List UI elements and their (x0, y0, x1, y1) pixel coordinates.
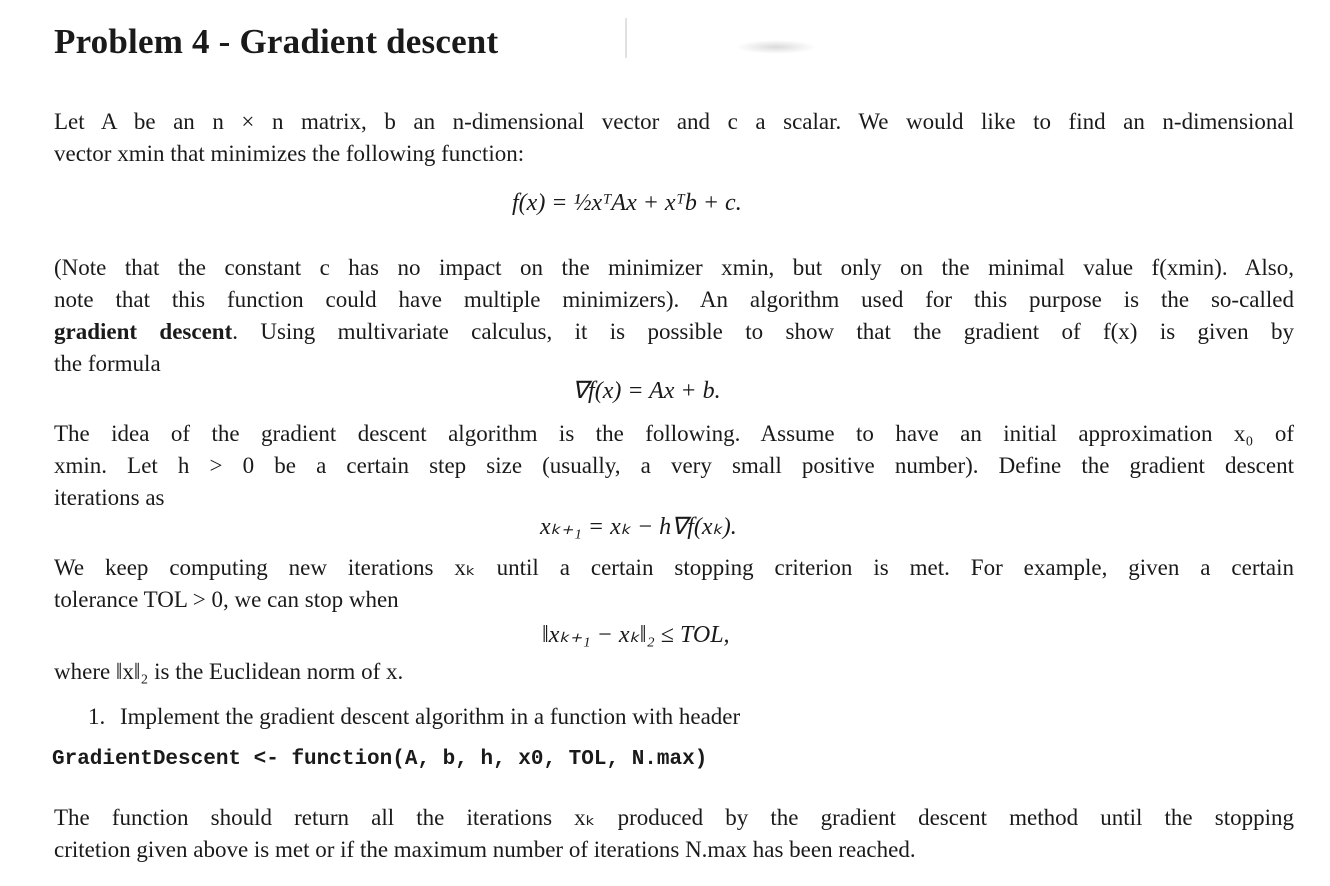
stopping-equation: ‖xₖ₊₁ − xₖ‖₂ ≤ TOL, (542, 622, 730, 648)
function-equation: f(x) = ½xᵀAx + xᵀb + c. (512, 190, 742, 216)
note-line-3 (54, 316, 1294, 348)
list-text: Implement the gradient descent algorithm in a function with header (120, 704, 741, 729)
problem-title: Problem 4 - Gradient descent (54, 22, 499, 61)
keep-line-1: We keep computing new iterations xₖ until a certain stopping criterion is met. For example, given a certain (54, 555, 1294, 580)
idea-line-3: iterations as (54, 485, 165, 510)
scan-artifact (625, 18, 627, 58)
intro-paragraph (54, 106, 1294, 170)
function-header-code: GradientDescent <- function(A, b, h, x0, TOL, N.max) (52, 748, 708, 771)
list-number: 1. (88, 704, 106, 729)
intro-line-1: Let A be an n × n matrix, b an n-dimensional vector and c a scalar. We would like to find an n-dimensional (54, 109, 1294, 134)
gradient-descent-term: gradient descent (54, 319, 233, 344)
final-line-1: The function should return all the iterations xₖ produced by the gradient descent method until the stopping (54, 805, 1294, 830)
idea-line-1: The idea of the gradient descent algorithm is the following. Assume to have an initial approximation x₀ of (54, 421, 1294, 446)
final-line-2: critetion given above is met or if the maximum number of iterations N.max has been reached. (54, 837, 916, 862)
idea-paragraph (54, 418, 1294, 514)
note-line-4: the formula (54, 351, 161, 376)
list-item-1 (88, 704, 740, 730)
scan-smudge (736, 40, 816, 54)
note-line-2: note that this function could have multiple minimizers). An algorithm used for this purpose is the so-called (54, 287, 1294, 312)
note-line-1: (Note that the constant c has no impact on the minimizer xmin, but only on the minimal value f(xmin). Also, (54, 255, 1294, 280)
where-paragraph (54, 656, 1294, 688)
keep-line-2: tolerance TOL > 0, we can stop when (54, 587, 399, 612)
iteration-equation: xₖ₊₁ = xₖ − h∇f(xₖ). (540, 514, 737, 540)
gradient-equation: ∇f(x) = Ax + b. (572, 378, 721, 404)
final-paragraph (54, 802, 1294, 866)
where-line: where ‖x‖₂ is the Euclidean norm of x. (54, 659, 404, 684)
idea-line-2: xmin. Let h > 0 be a certain step size (usually, a very small positive number). Define the gradient descent (54, 453, 1294, 478)
intro-line-2: vector xmin that minimizes the following function: (54, 141, 525, 166)
note-line-3-rest: . Using multivariate calculus, it is possible to show that the gradient of f(x) is given by (232, 319, 1294, 344)
keep-paragraph (54, 552, 1294, 616)
note-paragraph (54, 252, 1294, 380)
